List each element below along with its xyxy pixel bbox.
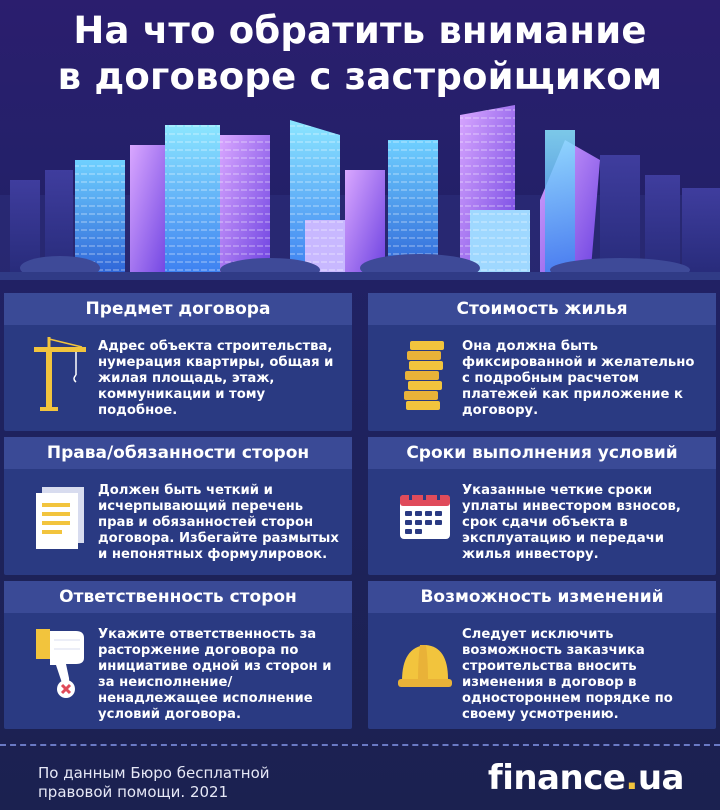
card-text: Она должна быть фиксированной и желательно с подробным расчетом платежей как приложение к договору. bbox=[462, 339, 695, 418]
card-rights bbox=[4, 437, 352, 575]
brand-logo bbox=[488, 758, 684, 798]
hard-hat-icon bbox=[396, 629, 452, 705]
brand-name: finance bbox=[487, 758, 626, 798]
source-line-1: По данным Бюро бесплатной bbox=[38, 764, 270, 782]
city-skyline-illustration bbox=[0, 100, 720, 280]
card-subject bbox=[4, 293, 352, 431]
card-title: Предмет договора bbox=[4, 293, 352, 325]
thumbs-down-icon bbox=[32, 625, 88, 701]
source-note bbox=[38, 764, 270, 802]
page-title bbox=[0, 8, 720, 100]
document-icon bbox=[32, 481, 88, 557]
source-line-2: правовой помощи. 2021 bbox=[38, 783, 229, 801]
card-title: Возможность изменений bbox=[368, 581, 716, 613]
footer-divider bbox=[0, 744, 720, 746]
card-title: Стоимость жилья bbox=[368, 293, 716, 325]
card-text: Должен быть четкий и исчерпывающий перечень прав и обязанностей сторон договора. Избегайте размытых и непонятных формулировок. bbox=[98, 483, 339, 562]
card-title: Ответственность сторон bbox=[4, 581, 352, 613]
title-line-2: в договоре с застройщиком bbox=[57, 55, 663, 98]
card-deadlines bbox=[368, 437, 716, 575]
card-changes bbox=[368, 581, 716, 729]
card-title: Сроки выполнения условий bbox=[368, 437, 716, 469]
card-text: Указанные четкие сроки уплаты инвестором взносов, срок сдачи объекта в эксплуатацию и передачи жилья инвестору. bbox=[462, 483, 681, 562]
card-liability bbox=[4, 581, 352, 729]
title-line-1: На что обратить внимание bbox=[73, 9, 647, 52]
coins-stack-icon bbox=[396, 337, 452, 413]
crane-icon bbox=[32, 337, 88, 413]
card-text: Укажите ответственность за расторжение договора по инициативе одной из сторон и за неисполнение/ ненадлежащее исполнение условий договора. bbox=[98, 627, 332, 722]
brand-tld: ua bbox=[637, 758, 684, 798]
brand-dot: . bbox=[625, 758, 638, 798]
card-text: Следует исключить возможность заказчика строительства вносить изменения в договор в одностороннем порядке по своему усмотрению. bbox=[462, 627, 673, 722]
card-text: Адрес объекта строительства, нумерация квартиры, общая и жилая площадь, этаж, коммуникации и тому подобное. bbox=[98, 339, 334, 418]
calendar-icon bbox=[396, 481, 452, 557]
card-price bbox=[368, 293, 716, 431]
card-title: Права/обязанности сторон bbox=[4, 437, 352, 469]
